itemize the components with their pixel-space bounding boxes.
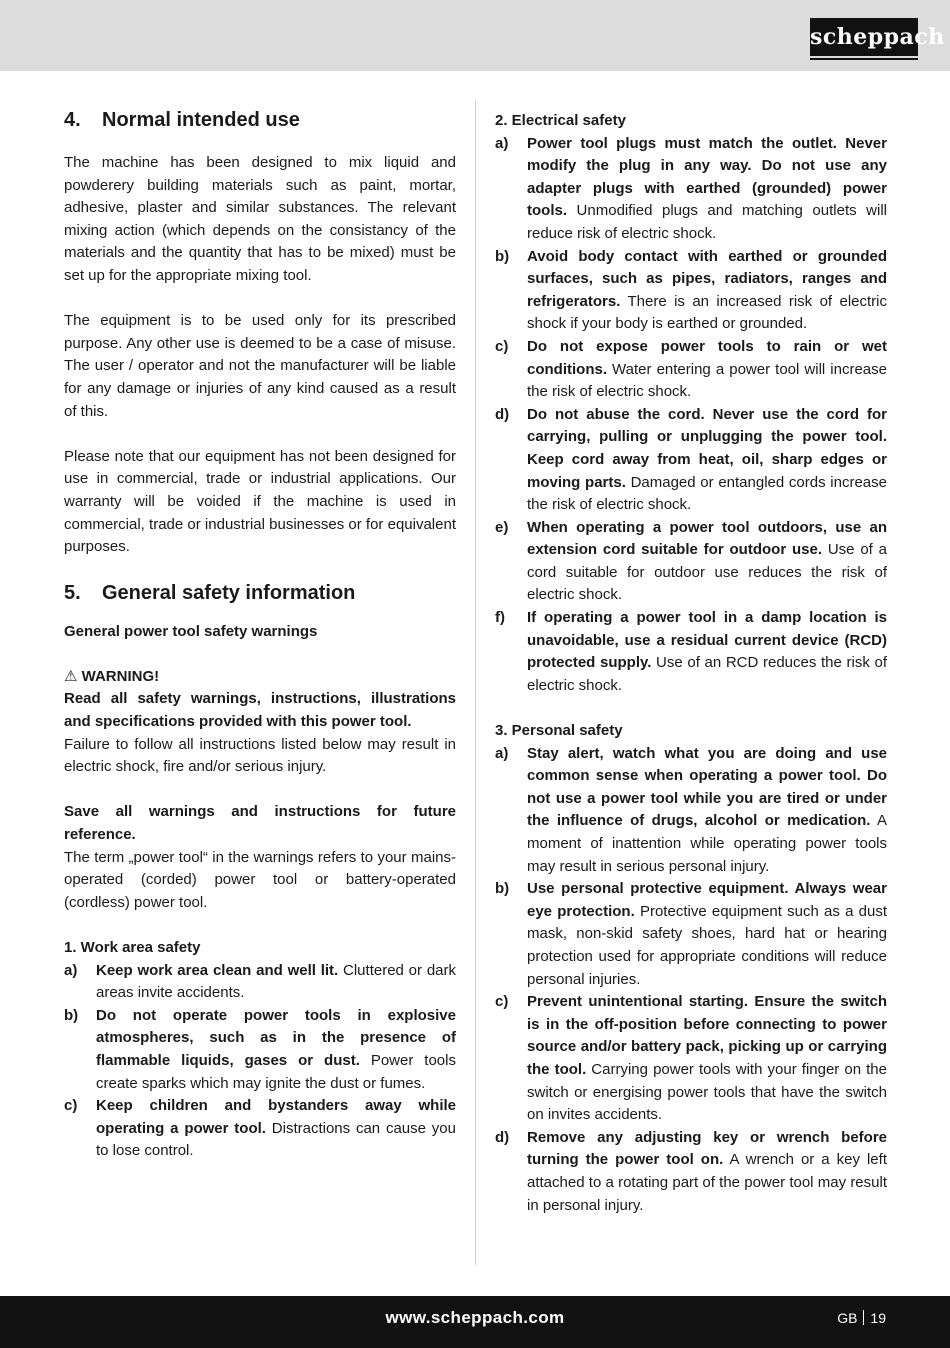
list-item-text: Remove any adjusting key or wrench before turning the power tool on. A wrench or a key left attached to a rotating part of the power tool may result in personal injury. — [527, 1128, 887, 1214]
list-item-text: Keep children and bystanders away while operating a power tool. Distractions can cause you to lose control. — [96, 1097, 456, 1160]
left-column — [64, 106, 456, 1163]
separator — [863, 1310, 864, 1325]
power-tool-term: The term „power tool“ in the warnings refers to your mains-operated (corded) power tool or battery-operated (cordless) power tool. — [64, 848, 456, 911]
list-item-label: f) — [495, 609, 505, 627]
list-item — [495, 1127, 887, 1217]
section-4-number: 4. — [64, 109, 81, 131]
list-item-text: Stay alert, watch what you are doing and use common sense when operating a power tool. Do not use a power tool while you are tired or under the influence of drugs, alcohol or medication. A moment of inattention while operating power tools may result in serious personal injury. — [527, 744, 887, 875]
list-item-text: Use personal protective equipment. Always wear eye protection. Protective equipment such as a dust mask, non-skid safety shoes, hard hat or hearing protection used for appropriate conditions will reduce personal injuries. — [527, 880, 887, 988]
section-4-title: Normal intended use — [102, 109, 300, 131]
section-5-heading — [64, 579, 456, 607]
list-item-label: d) — [495, 1128, 510, 1146]
right-column — [495, 110, 887, 1217]
warning-text: Failure to follow all instructions listed below may result in electric shock, fire and/or serious injury. — [64, 735, 456, 776]
list-item — [495, 336, 887, 404]
footer-bar — [0, 1296, 950, 1348]
list-item-text: Do not operate power tools in explosive atmospheres, such as in the presence of flammable liquids, gases or dust. Power tools create sparks which may ignite the dust or fumes. — [96, 1006, 456, 1092]
list-item — [64, 960, 456, 1005]
header-bar — [0, 0, 950, 71]
list-item-label: a) — [495, 134, 509, 152]
list-item-text: Do not expose power tools to rain or wet conditions. Water entering a power tool will increase the risk of electric shock. — [527, 337, 887, 401]
list-item — [495, 246, 887, 336]
column-divider — [475, 100, 476, 1265]
electrical-safety-heading: 2. Electrical safety — [495, 112, 626, 129]
list-item — [495, 607, 887, 697]
work-area-heading: 1. Work area safety — [64, 939, 201, 956]
intended-use-paragraph-2: The equipment is to be used only for its prescribed purpose. Any other use is deemed to be a case of misuse. The user / operator and not the manufacturer will be liable for any damage or injuries of any kind caused as a result of this. — [64, 312, 456, 420]
list-item-label: c) — [495, 337, 509, 355]
list-item-text: Power tool plugs must match the outlet. Never modify the plug in any way. Do not use any adapter plugs with earthed (grounded) power tools. Unmodified plugs and matching outlets will reduce risk of electric shock. — [527, 134, 887, 242]
section-5-number: 5. — [64, 581, 81, 604]
list-item — [495, 991, 887, 1127]
list-item-label: b) — [64, 1006, 79, 1024]
list-item-label: d) — [495, 405, 510, 423]
list-item-label: b) — [495, 247, 510, 265]
language-code: GB — [837, 1310, 858, 1326]
list-item — [64, 1005, 456, 1095]
list-item — [64, 1095, 456, 1163]
list-item-label: c) — [495, 993, 509, 1011]
list-item-label: a) — [64, 961, 78, 979]
list-item-label: e) — [495, 518, 509, 536]
list-item — [495, 404, 887, 517]
intended-use-paragraph-3: Please note that our equipment has not been designed for use in commercial, trade or industrial applications. Our warranty will be voided if the machine is used in commercial, trade or industrial businesses or for equivalent purposes. — [64, 447, 456, 556]
logo-underline — [810, 58, 918, 60]
list-item-text: Do not abuse the cord. Never use the cord for carrying, pulling or unplugging the power tool. Keep cord away from heat, oil, sharp edges or moving parts. Damaged or entangled cords increase the risk of electric shock. — [527, 405, 887, 514]
section-4-heading — [64, 106, 456, 134]
safety-subtitle: General power tool safety warnings — [64, 622, 318, 640]
warning-label: ⚠ WARNING! — [64, 667, 160, 685]
intended-use-paragraph-1: The machine has been designed to mix liquid and powderery building materials such as paint, mortar, adhesive, plaster and similar substances. The relevant mixing action (which depends on the consistancy of the materials and the quantity that has to be mixed) must be set up for the appropriate mixing tool. — [64, 154, 456, 284]
list-item — [495, 517, 887, 607]
list-item-text: Avoid body contact with earthed or grounded surfaces, such as pipes, radiators, ranges and refrigerators. There is an increased risk of electric shock if your body is earthed or grounded. — [527, 247, 887, 333]
list-item-text: When operating a power tool outdoors, use an extension cord suitable for outdoor use. Use of a cord suitable for outdoor use reduces the risk of electric shock. — [527, 518, 888, 604]
list-item — [495, 878, 887, 991]
list-item-label: c) — [64, 1097, 78, 1115]
list-item-label: b) — [495, 880, 510, 898]
list-item-label: a) — [495, 744, 509, 762]
list-item-text: Keep work area clean and well lit. Cluttered or dark areas invite accidents. — [96, 961, 456, 1002]
warning-bold-text: Read all safety warnings, instructions, illustrations and specifications provided with this power tool. — [64, 690, 456, 731]
list-item-text: Prevent unintentional starting. Ensure the switch is in the off-position before connecting to power source and/or battery pack, picking up or carrying the tool. Carrying power tools with your finger on the switch or energising power tools that have the switch on invites accidents. — [527, 993, 887, 1124]
website-link[interactable]: www.scheppach.com — [385, 1308, 565, 1327]
list-item — [495, 133, 887, 246]
section-5-title: General safety information — [102, 581, 356, 604]
list-item — [495, 743, 887, 879]
save-instructions: Save all warnings and instructions for future reference. — [64, 803, 456, 844]
brand-logo: scheppach — [810, 18, 918, 56]
page-indicator — [837, 1310, 886, 1326]
page-number: 19 — [870, 1310, 886, 1326]
list-item-text: If operating a power tool in a damp location is unavoidable, use a residual current device (RCD) protected supply. Use of an RCD reduces the risk of electric shock. — [527, 609, 887, 694]
personal-safety-heading: 3. Personal safety — [495, 722, 623, 740]
